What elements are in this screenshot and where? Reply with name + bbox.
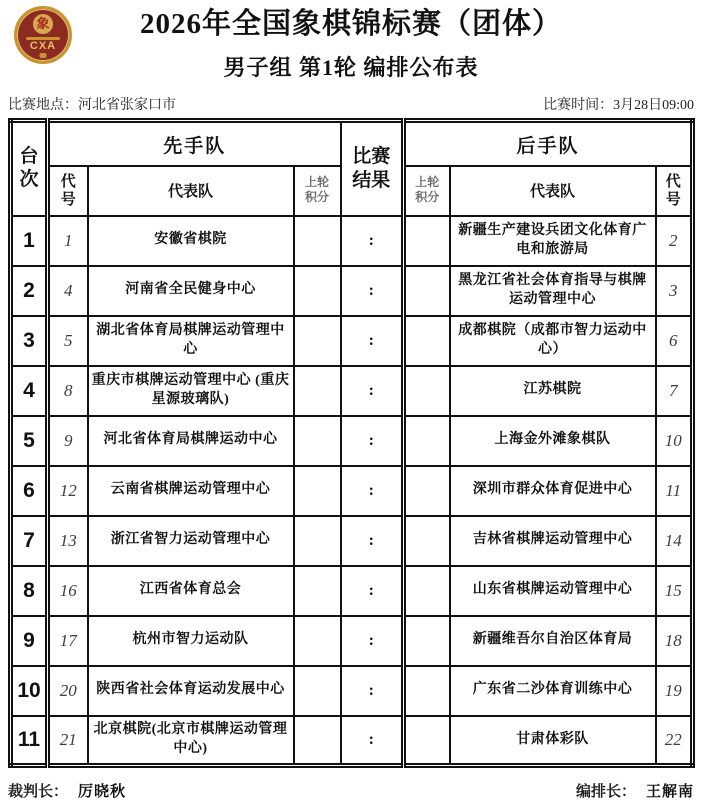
second-team-code: 14 <box>656 516 693 566</box>
second-team-prev-score <box>404 666 450 716</box>
first-team-prev-score <box>294 216 341 266</box>
header-board-label: 台次 <box>19 146 39 191</box>
first-team-prev-score <box>294 566 341 616</box>
first-team-code: 20 <box>48 666 88 716</box>
header-first-team: 代表队 <box>88 166 294 216</box>
first-team-name: 云南省棋牌运动管理中心 <box>88 466 294 516</box>
second-team-prev-score <box>404 466 450 516</box>
first-team-name: 江西省体育总会 <box>88 566 294 616</box>
second-team-prev-score <box>404 566 450 616</box>
pairing-row <box>11 516 693 566</box>
result-cell: : <box>341 366 404 416</box>
result-cell: : <box>341 216 404 266</box>
header-board <box>11 121 48 216</box>
second-team-code: 15 <box>656 566 693 616</box>
header-second-score <box>404 166 450 216</box>
board-number: 3 <box>11 316 48 366</box>
page-subtitle: 男子组 第1轮 编排公布表 <box>223 55 479 81</box>
first-team-code: 21 <box>48 716 88 766</box>
second-team-name: 甘肃体彩队 <box>450 716 656 766</box>
first-team-code: 13 <box>48 516 88 566</box>
logo-seal-glyph: 象 <box>33 14 53 34</box>
venue-value: 河北省张家口市 <box>78 98 176 114</box>
pairing-row <box>11 216 693 266</box>
result-cell: : <box>341 666 404 716</box>
pairing-row <box>11 666 693 716</box>
logo-cxa-text: CXA <box>29 40 57 52</box>
result-cell: : <box>341 266 404 316</box>
result-cell: : <box>341 516 404 566</box>
second-team-prev-score <box>404 316 450 366</box>
second-team-code: 22 <box>656 716 693 766</box>
second-team-code: 18 <box>656 616 693 666</box>
pairing-row <box>11 316 693 366</box>
venue <box>8 94 176 114</box>
first-team-prev-score <box>294 366 341 416</box>
second-team-name: 山东省棋牌运动管理中心 <box>450 566 656 616</box>
pairing-row <box>11 616 693 666</box>
header-result <box>341 121 404 216</box>
first-team-name: 河北省体育局棋牌运动中心 <box>88 416 294 466</box>
header-second-code-label: 代号 <box>665 173 681 208</box>
first-team-prev-score <box>294 316 341 366</box>
board-number: 8 <box>11 566 48 616</box>
first-team-code: 9 <box>48 416 88 466</box>
second-team-prev-score <box>404 616 450 666</box>
second-team-name: 深圳市群众体育促进中心 <box>450 466 656 516</box>
page-title: 2026年全国象棋锦标赛（团体） <box>139 8 562 40</box>
meta-row <box>8 94 694 114</box>
second-team-prev-score <box>404 516 450 566</box>
result-cell: : <box>341 316 404 366</box>
pairings-table <box>8 118 695 768</box>
first-team-code: 16 <box>48 566 88 616</box>
second-team-name: 江苏棋院 <box>450 366 656 416</box>
masthead <box>8 4 694 82</box>
chief-arranger <box>576 780 694 801</box>
board-number: 10 <box>11 666 48 716</box>
first-team-name: 河南省全民健身中心 <box>88 266 294 316</box>
first-team-prev-score <box>294 416 341 466</box>
board-number: 6 <box>11 466 48 516</box>
first-team-code: 8 <box>48 366 88 416</box>
referee-name: 厉晓秋 <box>78 784 127 801</box>
header-first-code <box>48 166 88 216</box>
pairings-body <box>11 216 693 766</box>
second-team-prev-score <box>404 266 450 316</box>
pairing-row <box>11 466 693 516</box>
second-team-name: 成都棋院（成都市智力运动中心） <box>450 316 656 366</box>
second-team-prev-score <box>404 716 450 766</box>
first-team-name: 杭州市智力运动队 <box>88 616 294 666</box>
result-cell: : <box>341 466 404 516</box>
second-team-code: 2 <box>656 216 693 266</box>
header-first-score <box>294 166 341 216</box>
board-number: 4 <box>11 366 48 416</box>
cxa-logo-icon <box>14 6 72 64</box>
first-team-prev-score <box>294 466 341 516</box>
first-team-name: 湖北省体育局棋牌运动管理中心 <box>88 316 294 366</box>
second-team-name: 广东省二沙体育训练中心 <box>450 666 656 716</box>
second-team-code: 19 <box>656 666 693 716</box>
board-number: 11 <box>11 716 48 766</box>
header-result-label: 比赛结果 <box>352 146 391 192</box>
header-second-score-label: 上轮积分 <box>415 175 440 205</box>
first-team-prev-score <box>294 716 341 766</box>
second-team-name: 新疆生产建设兵团文化体育广电和旅游局 <box>450 216 656 266</box>
header-first-group: 先手队 <box>48 121 341 166</box>
second-team-code: 10 <box>656 416 693 466</box>
first-team-prev-score <box>294 666 341 716</box>
second-team-prev-score <box>404 416 450 466</box>
first-team-prev-score <box>294 516 341 566</box>
pairing-row <box>11 366 693 416</box>
signature-row <box>8 780 694 801</box>
logo-dot <box>40 53 47 58</box>
first-team-name: 安徽省棋院 <box>88 216 294 266</box>
header-first-score-label: 上轮积分 <box>304 175 329 205</box>
venue-label: 比赛地点： <box>8 98 78 114</box>
second-team-name: 新疆维吾尔自治区体育局 <box>450 616 656 666</box>
first-team-code: 5 <box>48 316 88 366</box>
arranger-label: 编排长： <box>575 784 636 801</box>
first-team-prev-score <box>294 266 341 316</box>
pairing-row <box>11 416 693 466</box>
second-team-name: 上海金外滩象棋队 <box>450 416 656 466</box>
pairing-row <box>11 566 693 616</box>
header-first-code-label: 代号 <box>60 173 76 208</box>
result-cell: : <box>341 716 404 766</box>
first-team-name: 北京棋院(北京市棋牌运动管理中心) <box>88 716 294 766</box>
second-team-code: 3 <box>656 266 693 316</box>
board-number: 5 <box>11 416 48 466</box>
first-team-code: 4 <box>48 266 88 316</box>
result-cell: : <box>341 616 404 666</box>
time-value: 3月28日09:00 <box>613 98 694 114</box>
first-team-name: 陕西省社会体育运动发展中心 <box>88 666 294 716</box>
result-cell: : <box>341 416 404 466</box>
arranger-name: 王解南 <box>645 784 694 801</box>
chief-referee <box>8 780 126 801</box>
board-number: 1 <box>11 216 48 266</box>
first-team-name: 重庆市棋牌运动管理中心 (重庆星源玻璃队) <box>88 366 294 416</box>
second-team-prev-score <box>404 216 450 266</box>
header-second-team: 代表队 <box>450 166 656 216</box>
result-cell: : <box>341 566 404 616</box>
time-label: 比赛时间： <box>543 98 614 114</box>
first-team-code: 1 <box>48 216 88 266</box>
board-number: 7 <box>11 516 48 566</box>
first-team-name: 浙江省智力运动管理中心 <box>88 516 294 566</box>
second-team-name: 黑龙江省社会体育指导与棋牌运动管理中心 <box>450 266 656 316</box>
header-second-code <box>656 166 693 216</box>
pairing-row <box>11 716 693 766</box>
first-team-prev-score <box>294 616 341 666</box>
board-number: 2 <box>11 266 48 316</box>
second-team-name: 吉林省棋牌运动管理中心 <box>450 516 656 566</box>
pairing-row <box>11 266 693 316</box>
referee-label: 裁判长： <box>8 784 69 801</box>
match-time <box>543 94 694 114</box>
board-number: 9 <box>11 616 48 666</box>
first-team-code: 12 <box>48 466 88 516</box>
second-team-code: 6 <box>656 316 693 366</box>
second-team-prev-score <box>404 366 450 416</box>
second-team-code: 7 <box>656 366 693 416</box>
header-second-group: 后手队 <box>404 121 693 166</box>
second-team-code: 11 <box>656 466 693 516</box>
first-team-code: 17 <box>48 616 88 666</box>
